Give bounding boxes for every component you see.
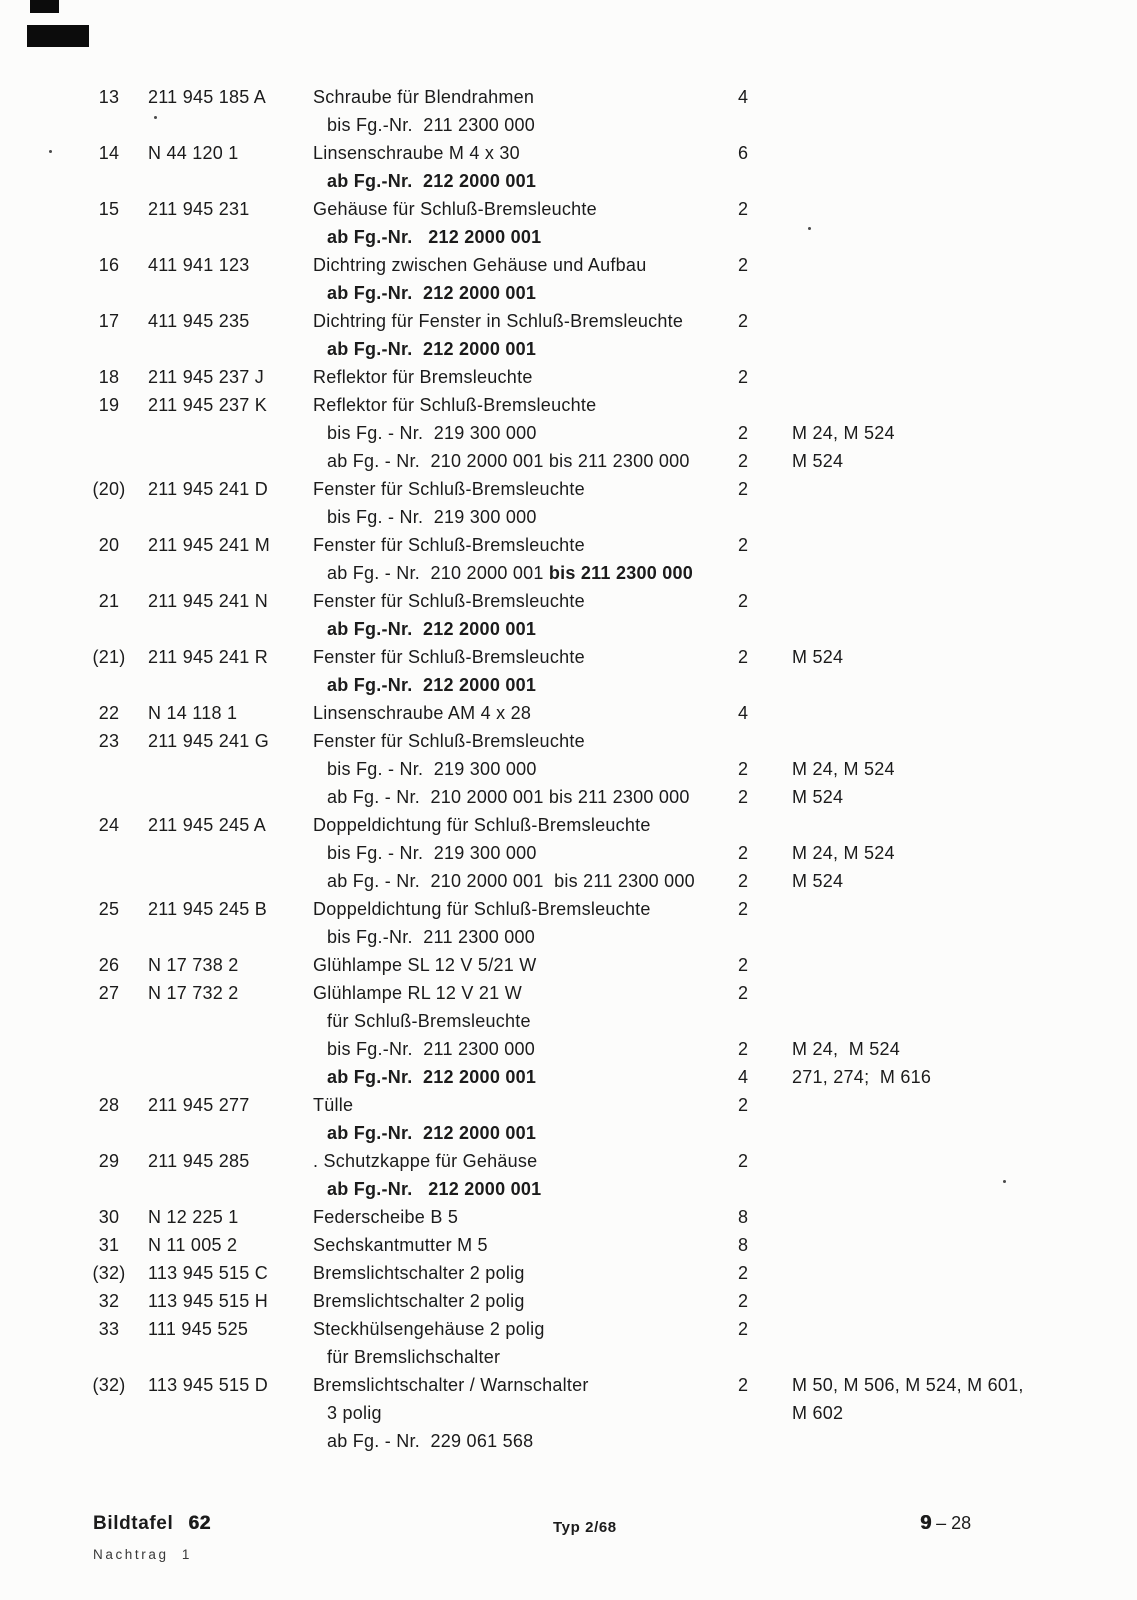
page-group: 9	[920, 1512, 932, 1534]
table-row	[0, 307, 1137, 335]
position-number: (32)	[92, 1374, 126, 1395]
quantity: 2	[738, 590, 749, 611]
table-row	[0, 671, 1137, 699]
quantity: 2	[738, 1374, 749, 1395]
part-number: 211 945 241 R	[148, 646, 269, 667]
table-row	[0, 531, 1137, 559]
description-text: Steckhülsengehäuse 2 polig	[313, 1318, 545, 1339]
description-text: bis Fg. - Nr. 219 300 000	[327, 758, 537, 779]
part-description	[313, 703, 732, 724]
part-description	[313, 171, 732, 192]
description-bold-text: ab Fg.-Nr. 212 2000 001	[327, 1066, 537, 1087]
description-text: Fenster für Schluß-Bremsleuchte	[313, 730, 585, 751]
quantity: 2	[738, 786, 749, 807]
table-row	[0, 503, 1137, 531]
position-number: 26	[98, 954, 120, 975]
model-codes: M 24, M 524	[792, 758, 895, 779]
table-row	[0, 363, 1137, 391]
table-row	[0, 83, 1137, 111]
table-row	[0, 1035, 1137, 1063]
position-number: 32	[98, 1290, 120, 1311]
position-number: (20)	[92, 478, 126, 499]
part-description	[313, 955, 732, 976]
part-description	[313, 871, 732, 892]
part-description	[313, 1207, 732, 1228]
part-description	[313, 1263, 732, 1284]
description-text: ab Fg. - Nr. 210 2000 001 bis 211 2300 000	[327, 870, 695, 891]
part-number: 211 945 241 G	[148, 730, 270, 751]
part-number: 211 945 237 J	[148, 366, 265, 387]
model-codes: M 524	[792, 870, 844, 891]
table-row	[0, 979, 1137, 1007]
page-separator: –	[936, 1513, 947, 1533]
table-row	[0, 1315, 1137, 1343]
registration-mark	[27, 25, 89, 47]
table-row	[0, 447, 1137, 475]
part-description	[313, 1319, 732, 1340]
part-description	[313, 227, 732, 248]
description-text: bis Fg.-Nr. 211 2300 000	[327, 926, 536, 947]
part-description	[313, 1011, 732, 1032]
part-description	[313, 451, 732, 472]
table-row	[0, 1175, 1137, 1203]
table-row	[0, 811, 1137, 839]
part-description	[313, 1403, 732, 1424]
description-text: bis Fg.-Nr. 211 2300 000	[327, 1038, 536, 1059]
description-text: ab Fg. - Nr. 210 2000 001	[327, 562, 544, 583]
table-row	[0, 727, 1137, 755]
model-codes: M 24, M 524	[792, 1038, 901, 1059]
part-description	[313, 983, 732, 1004]
part-description	[313, 143, 732, 164]
part-number: 211 945 241 D	[148, 478, 269, 499]
table-row	[0, 279, 1137, 307]
part-description	[313, 1095, 732, 1116]
description-text: Federscheibe B 5	[313, 1206, 459, 1227]
position-number: 28	[98, 1094, 120, 1115]
table-row	[0, 251, 1137, 279]
description-text: Schraube für Blendrahmen	[313, 86, 535, 107]
quantity: 2	[738, 842, 749, 863]
table-row	[0, 167, 1137, 195]
position-number: 21	[98, 590, 120, 611]
part-number: 411 941 123	[148, 254, 250, 275]
description-bold-text: ab Fg.-Nr. 212 2000 001	[327, 618, 537, 639]
part-description	[313, 311, 732, 332]
position-number: 20	[98, 534, 120, 555]
part-description	[313, 255, 732, 276]
model-codes: M 24, M 524	[792, 842, 895, 863]
description-text: ab Fg. - Nr. 229 061 568	[327, 1430, 534, 1451]
description-text: Reflektor für Bremsleuchte	[313, 366, 533, 387]
position-number: 23	[98, 730, 120, 751]
part-description	[313, 1347, 732, 1368]
table-row	[0, 783, 1137, 811]
table-row	[0, 1287, 1137, 1315]
description-text: 3 polig	[327, 1402, 382, 1423]
part-number: N 14 118 1	[148, 702, 238, 723]
description-text: bis Fg. - Nr. 219 300 000	[327, 506, 537, 527]
description-text: Dichtring zwischen Gehäuse und Aufbau	[313, 254, 647, 275]
part-description	[313, 1235, 732, 1256]
description-bold-text: ab Fg.-Nr. 212 2000 001	[327, 1178, 542, 1199]
part-description	[313, 815, 732, 836]
description-text: Fenster für Schluß-Bremsleuchte	[313, 590, 585, 611]
description-bold-text: ab Fg.-Nr. 212 2000 001	[327, 226, 542, 247]
part-description	[313, 199, 732, 220]
part-description	[313, 1375, 732, 1396]
description-text: Bremslichtschalter / Warnschalter	[313, 1374, 589, 1395]
part-description	[313, 1067, 732, 1088]
position-number: 29	[98, 1150, 120, 1171]
position-number: (32)	[92, 1262, 126, 1283]
table-row	[0, 1203, 1137, 1231]
quantity: 8	[738, 1206, 749, 1227]
quantity: 4	[738, 1066, 749, 1087]
part-description	[313, 1291, 732, 1312]
description-text: bis Fg. - Nr. 219 300 000	[327, 422, 537, 443]
part-description	[313, 843, 732, 864]
part-number: 211 945 277	[148, 1094, 250, 1115]
description-text: Doppeldichtung für Schluß-Bremsleuchte	[313, 814, 651, 835]
description-text: Glühlampe SL 12 V 5/21 W	[313, 954, 537, 975]
model-codes: M 24, M 524	[792, 422, 895, 443]
part-description	[313, 423, 732, 444]
table-row	[0, 335, 1137, 363]
description-bold-text: bis 211 2300 000	[543, 562, 694, 583]
part-description	[313, 759, 732, 780]
description-bold-text: ab Fg.-Nr. 212 2000 001	[327, 1122, 537, 1143]
description-text: Doppeldichtung für Schluß-Bremsleuchte	[313, 898, 651, 919]
position-number: 16	[98, 254, 120, 275]
part-description	[313, 787, 732, 808]
position-number: 33	[98, 1318, 120, 1339]
position-number: 24	[98, 814, 120, 835]
position-number: 27	[98, 982, 120, 1003]
position-number: 30	[98, 1206, 120, 1227]
part-description	[313, 339, 732, 360]
part-description	[313, 507, 732, 528]
part-description	[313, 647, 732, 668]
table-row	[0, 1231, 1137, 1259]
supplement-label: Nachtrag 1	[93, 1547, 193, 1562]
description-text: für Schluß-Bremsleuchte	[327, 1010, 531, 1031]
position-number: 14	[98, 142, 120, 163]
description-text: Fenster für Schluß-Bremsleuchte	[313, 478, 585, 499]
description-text: bis Fg.-Nr. 211 2300 000	[327, 114, 536, 135]
quantity: 2	[738, 954, 749, 975]
description-text: bis Fg. - Nr. 219 300 000	[327, 842, 537, 863]
quantity: 4	[738, 86, 749, 107]
table-row	[0, 699, 1137, 727]
table-row	[0, 139, 1137, 167]
part-number: N 44 120 1	[148, 142, 239, 163]
quantity: 2	[738, 310, 749, 331]
part-number: 411 945 235	[148, 310, 250, 331]
quantity: 2	[738, 646, 749, 667]
position-number: 22	[98, 702, 120, 723]
quantity: 2	[738, 758, 749, 779]
table-row	[0, 923, 1137, 951]
table-row	[0, 1007, 1137, 1035]
part-number: 211 945 231	[148, 198, 250, 219]
part-number: 211 945 241 M	[148, 534, 271, 555]
parts-table	[0, 83, 1137, 1455]
part-description	[313, 927, 732, 948]
quantity: 2	[738, 1038, 749, 1059]
quantity: 8	[738, 1234, 749, 1255]
quantity: 2	[738, 366, 749, 387]
plate-label-text: Bildtafel	[93, 1513, 174, 1534]
quantity: 2	[738, 1262, 749, 1283]
table-row	[0, 839, 1137, 867]
part-number: 113 945 515 H	[148, 1290, 269, 1311]
quantity: 2	[738, 254, 749, 275]
table-row	[0, 1147, 1137, 1175]
description-text: Bremslichtschalter 2 polig	[313, 1290, 525, 1311]
table-row	[0, 643, 1137, 671]
quantity: 2	[738, 422, 749, 443]
part-description	[313, 87, 732, 108]
table-row	[0, 587, 1137, 615]
plate-label	[93, 1513, 211, 1535]
table-row	[0, 1091, 1137, 1119]
part-number: 113 945 515 D	[148, 1374, 269, 1395]
table-row	[0, 223, 1137, 251]
quantity: 2	[738, 870, 749, 891]
part-description	[313, 731, 732, 752]
position-number: 15	[98, 198, 120, 219]
position-number: 18	[98, 366, 120, 387]
position-number: 13	[98, 86, 120, 107]
table-row	[0, 1119, 1137, 1147]
part-number: N 12 225 1	[148, 1206, 239, 1227]
table-row	[0, 755, 1137, 783]
table-row	[0, 475, 1137, 503]
part-number: 113 945 515 C	[148, 1262, 269, 1283]
part-number: 111 945 525	[148, 1318, 249, 1339]
description-text: Dichtring für Fenster in Schluß-Bremsleuchte	[313, 310, 684, 331]
quantity: 6	[738, 142, 749, 163]
page-number	[920, 1512, 971, 1535]
model-codes: M 524	[792, 450, 844, 471]
description-text: Glühlampe RL 12 V 21 W	[313, 982, 522, 1003]
part-description	[313, 367, 732, 388]
part-number: 211 945 245 A	[148, 814, 267, 835]
table-row	[0, 1399, 1137, 1427]
quantity: 2	[738, 534, 749, 555]
part-description	[313, 395, 732, 416]
description-text: Linsenschraube AM 4 x 28	[313, 702, 532, 723]
part-description	[313, 619, 732, 640]
page-number-value: 28	[951, 1513, 972, 1533]
position-number: 19	[98, 394, 120, 415]
part-number: 211 945 185 A	[148, 86, 267, 107]
part-number: N 17 738 2	[148, 954, 239, 975]
description-text: Fenster für Schluß-Bremsleuchte	[313, 534, 585, 555]
description-text: Bremslichtschalter 2 polig	[313, 1262, 525, 1283]
type-label: Typ 2/68	[553, 1519, 617, 1536]
registration-mark	[30, 0, 59, 13]
part-description	[313, 115, 732, 136]
description-text: Reflektor für Schluß-Bremsleuchte	[313, 394, 597, 415]
part-description	[313, 1039, 732, 1060]
part-number: N 17 732 2	[148, 982, 239, 1003]
table-row	[0, 615, 1137, 643]
position-number: 25	[98, 898, 120, 919]
part-description	[313, 283, 732, 304]
model-codes: M 524	[792, 646, 844, 667]
table-row	[0, 1259, 1137, 1287]
position-number: (21)	[92, 646, 126, 667]
part-number: N 11 005 2	[148, 1234, 238, 1255]
table-row	[0, 1343, 1137, 1371]
part-description	[313, 479, 732, 500]
part-number: 211 945 237 K	[148, 394, 268, 415]
description-bold-text: ab Fg.-Nr. 212 2000 001	[327, 282, 537, 303]
table-row	[0, 1427, 1137, 1455]
table-row	[0, 1371, 1137, 1399]
quantity: 2	[738, 198, 749, 219]
description-text: . Schutzkappe für Gehäuse	[313, 1150, 538, 1171]
description-text: für Bremslichschalter	[327, 1346, 501, 1367]
description-text: Tülle	[313, 1094, 354, 1115]
part-number: 211 945 285	[148, 1150, 250, 1171]
table-row	[0, 111, 1137, 139]
description-text: Linsenschraube M 4 x 30	[313, 142, 520, 163]
position-number: 17	[98, 310, 120, 331]
plate-number: 62	[188, 1513, 211, 1534]
part-number: 211 945 241 N	[148, 590, 269, 611]
quantity: 2	[738, 1290, 749, 1311]
position-number: 31	[98, 1234, 120, 1255]
quantity: 2	[738, 982, 749, 1003]
part-description	[313, 1123, 732, 1144]
part-description	[313, 1431, 732, 1452]
table-row	[0, 867, 1137, 895]
part-description	[313, 1179, 732, 1200]
description-text: ab Fg. - Nr. 210 2000 001 bis 211 2300 000	[327, 786, 690, 807]
model-codes: M 602	[792, 1402, 844, 1423]
model-codes: M 50, M 506, M 524, M 601,	[792, 1374, 1024, 1395]
table-row	[0, 951, 1137, 979]
quantity: 2	[738, 478, 749, 499]
table-row	[0, 195, 1137, 223]
description-text: Gehäuse für Schluß-Bremsleuchte	[313, 198, 597, 219]
quantity: 2	[738, 1150, 749, 1171]
table-row	[0, 391, 1137, 419]
part-description	[313, 675, 732, 696]
quantity: 2	[738, 1094, 749, 1115]
description-bold-text: ab Fg.-Nr. 212 2000 001	[327, 170, 537, 191]
part-description	[313, 899, 732, 920]
model-codes: M 524	[792, 786, 844, 807]
table-row	[0, 1063, 1137, 1091]
part-description	[313, 535, 732, 556]
description-text: Fenster für Schluß-Bremsleuchte	[313, 646, 585, 667]
table-row	[0, 559, 1137, 587]
part-description	[313, 591, 732, 612]
part-description	[313, 563, 732, 584]
table-row	[0, 895, 1137, 923]
part-number: 211 945 245 B	[148, 898, 268, 919]
quantity: 2	[738, 450, 749, 471]
quantity: 4	[738, 702, 749, 723]
description-bold-text: ab Fg.-Nr. 212 2000 001	[327, 674, 537, 695]
description-bold-text: ab Fg.-Nr. 212 2000 001	[327, 338, 537, 359]
description-text: Sechskantmutter M 5	[313, 1234, 488, 1255]
quantity: 2	[738, 898, 749, 919]
description-text: ab Fg. - Nr. 210 2000 001 bis 211 2300 000	[327, 450, 690, 471]
model-codes: 271, 274; M 616	[792, 1066, 932, 1087]
table-row	[0, 419, 1137, 447]
quantity: 2	[738, 1318, 749, 1339]
part-description	[313, 1151, 732, 1172]
